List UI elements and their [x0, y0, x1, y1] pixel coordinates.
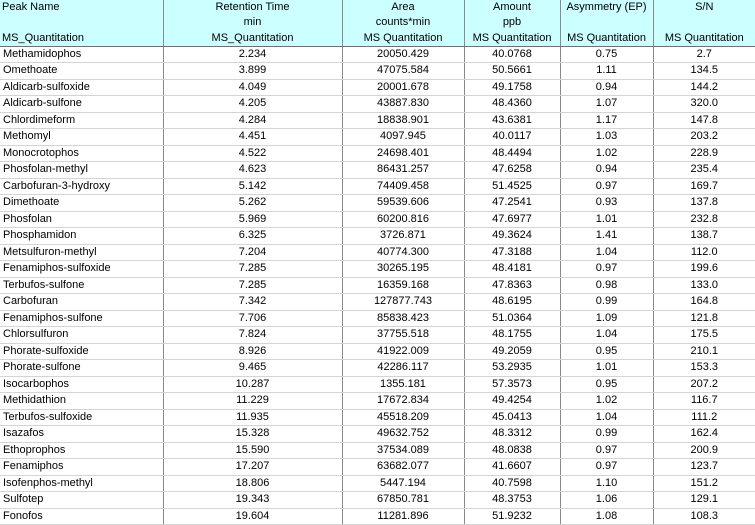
table-row[interactable] [0, 162, 755, 179]
cell-area[interactable]: 59539.606 [342, 195, 464, 212]
cell-asymmetry[interactable]: 1.09 [560, 310, 653, 327]
table-row[interactable] [0, 294, 755, 311]
cell-area[interactable]: 4097.945 [342, 129, 464, 146]
cell-peak-name[interactable]: Monocrotophos [0, 145, 163, 162]
cell-peak-name[interactable]: Phorate-sulfoxide [0, 343, 163, 360]
cell-retention-time[interactable]: 11.935 [163, 409, 342, 426]
cell-asymmetry[interactable]: 0.97 [560, 261, 653, 278]
cell-sn[interactable]: 129.1 [653, 492, 755, 509]
header-source-amount: MS Quantitation [464, 31, 560, 47]
cell-peak-name[interactable]: Phosphamidon [0, 228, 163, 245]
cell-peak-name[interactable]: Dimethoate [0, 195, 163, 212]
cell-asymmetry[interactable]: 1.01 [560, 360, 653, 377]
header-row-names [0, 0, 755, 15]
cell-retention-time[interactable]: 10.287 [163, 376, 342, 393]
cell-retention-time[interactable]: 19.343 [163, 492, 342, 509]
cell-peak-name[interactable]: Metsulfuron-methyl [0, 244, 163, 261]
header-unit-amount: ppb [464, 15, 560, 30]
cell-peak-name[interactable]: Carbofuran-3-hydroxy [0, 178, 163, 195]
table-row[interactable] [0, 343, 755, 360]
cell-asymmetry[interactable]: 0.97 [560, 442, 653, 459]
cell-retention-time[interactable]: 15.590 [163, 442, 342, 459]
cell-amount[interactable]: 43.6381 [464, 112, 560, 129]
cell-retention-time[interactable]: 5.262 [163, 195, 342, 212]
cell-retention-time[interactable]: 7.204 [163, 244, 342, 261]
cell-area[interactable]: 127877.743 [342, 294, 464, 311]
cell-amount[interactable]: 49.2059 [464, 343, 560, 360]
cell-retention-time[interactable]: 5.969 [163, 211, 342, 228]
cell-retention-time[interactable]: 15.328 [163, 426, 342, 443]
table-row[interactable] [0, 393, 755, 410]
cell-sn[interactable]: 320.0 [653, 96, 755, 113]
cell-peak-name[interactable]: Aldicarb-sulfone [0, 96, 163, 113]
cell-retention-time[interactable]: 7.285 [163, 261, 342, 278]
cell-sn[interactable]: 162.4 [653, 426, 755, 443]
cell-asymmetry[interactable]: 0.94 [560, 79, 653, 96]
cell-sn[interactable]: 133.0 [653, 277, 755, 294]
cell-asymmetry[interactable]: 0.97 [560, 178, 653, 195]
cell-amount[interactable]: 48.4494 [464, 145, 560, 162]
cell-area[interactable]: 67850.781 [342, 492, 464, 509]
cell-peak-name[interactable]: Chlorsulfuron [0, 327, 163, 344]
cell-peak-name[interactable]: Methidathion [0, 393, 163, 410]
header-unit-retention-time: min [163, 15, 342, 30]
cell-retention-time[interactable]: 4.522 [163, 145, 342, 162]
cell-asymmetry[interactable]: 0.97 [560, 459, 653, 476]
table-row[interactable] [0, 475, 755, 492]
cell-retention-time[interactable]: 4.284 [163, 112, 342, 129]
cell-asymmetry[interactable]: 0.98 [560, 277, 653, 294]
cell-area[interactable]: 43887.830 [342, 96, 464, 113]
table-row[interactable] [0, 327, 755, 344]
cell-sn[interactable]: 138.7 [653, 228, 755, 245]
cell-asymmetry[interactable]: 1.08 [560, 508, 653, 525]
cell-peak-name[interactable]: Terbufos-sulfone [0, 277, 163, 294]
cell-area[interactable]: 20050.429 [342, 46, 464, 63]
cell-area[interactable]: 37534.089 [342, 442, 464, 459]
cell-area[interactable]: 49632.752 [342, 426, 464, 443]
cell-amount[interactable]: 47.6977 [464, 211, 560, 228]
table-row[interactable] [0, 112, 755, 129]
cell-asymmetry[interactable]: 0.95 [560, 376, 653, 393]
cell-asymmetry[interactable]: 0.99 [560, 426, 653, 443]
table-row[interactable] [0, 145, 755, 162]
cell-peak-name[interactable]: Ethoprophos [0, 442, 163, 459]
cell-retention-time[interactable]: 18.806 [163, 475, 342, 492]
cell-retention-time[interactable]: 8.926 [163, 343, 342, 360]
cell-sn[interactable]: 203.2 [653, 129, 755, 146]
cell-asymmetry[interactable]: 0.94 [560, 162, 653, 179]
cell-asymmetry[interactable]: 1.04 [560, 409, 653, 426]
cell-retention-time[interactable]: 19.604 [163, 508, 342, 525]
cell-peak-name[interactable]: Carbofuran [0, 294, 163, 311]
cell-peak-name[interactable]: Methomyl [0, 129, 163, 146]
cell-area[interactable]: 63682.077 [342, 459, 464, 476]
table-row[interactable] [0, 261, 755, 278]
table-row[interactable] [0, 310, 755, 327]
cell-area[interactable]: 24698.401 [342, 145, 464, 162]
cell-sn[interactable]: 153.3 [653, 360, 755, 377]
cell-area[interactable]: 74409.458 [342, 178, 464, 195]
cell-sn[interactable]: 111.2 [653, 409, 755, 426]
header-amount[interactable]: Amount [464, 0, 560, 15]
table-row[interactable] [0, 228, 755, 245]
cell-asymmetry[interactable]: 1.04 [560, 244, 653, 261]
cell-peak-name[interactable]: Isocarbophos [0, 376, 163, 393]
cell-amount[interactable]: 41.6607 [464, 459, 560, 476]
cell-peak-name[interactable]: Phorate-sulfone [0, 360, 163, 377]
cell-retention-time[interactable]: 6.325 [163, 228, 342, 245]
table-row[interactable] [0, 178, 755, 195]
cell-peak-name[interactable]: Isofenphos-methyl [0, 475, 163, 492]
cell-sn[interactable]: 123.7 [653, 459, 755, 476]
table-row[interactable] [0, 195, 755, 212]
cell-asymmetry[interactable]: 1.04 [560, 327, 653, 344]
table-header [0, 0, 755, 46]
cell-sn[interactable]: 121.8 [653, 310, 755, 327]
table-row[interactable] [0, 426, 755, 443]
cell-retention-time[interactable]: 7.285 [163, 277, 342, 294]
table-row[interactable] [0, 442, 755, 459]
cell-peak-name[interactable]: Phosfolan [0, 211, 163, 228]
table-row[interactable] [0, 63, 755, 80]
cell-retention-time[interactable]: 4.451 [163, 129, 342, 146]
cell-area[interactable]: 18838.901 [342, 112, 464, 129]
cell-amount[interactable]: 50.5661 [464, 63, 560, 80]
cell-asymmetry[interactable]: 1.10 [560, 475, 653, 492]
cell-retention-time[interactable]: 7.706 [163, 310, 342, 327]
cell-asymmetry[interactable]: 1.03 [560, 129, 653, 146]
cell-area[interactable]: 17672.834 [342, 393, 464, 410]
cell-amount[interactable]: 51.9232 [464, 508, 560, 525]
header-source-asymmetry: MS Quantitation [560, 31, 653, 47]
cell-peak-name[interactable]: Fenamiphos-sulfone [0, 310, 163, 327]
cell-retention-time[interactable]: 4.205 [163, 96, 342, 113]
cell-amount[interactable]: 49.3624 [464, 228, 560, 245]
cell-area[interactable]: 30265.195 [342, 261, 464, 278]
cell-sn[interactable]: 108.3 [653, 508, 755, 525]
cell-amount[interactable]: 48.3753 [464, 492, 560, 509]
header-unit-peak-name [0, 15, 163, 30]
cell-sn[interactable]: 200.9 [653, 442, 755, 459]
cell-area[interactable]: 11281.896 [342, 508, 464, 525]
cell-amount[interactable]: 49.4254 [464, 393, 560, 410]
table-row[interactable] [0, 96, 755, 113]
cell-peak-name[interactable]: Isazafos [0, 426, 163, 443]
table-row[interactable] [0, 492, 755, 509]
cell-amount[interactable]: 40.7598 [464, 475, 560, 492]
cell-sn[interactable]: 2.7 [653, 46, 755, 63]
header-asymmetry[interactable]: Asymmetry (EP) [560, 0, 653, 15]
cell-area[interactable]: 20001.678 [342, 79, 464, 96]
header-row-source [0, 31, 755, 47]
cell-amount[interactable]: 57.3573 [464, 376, 560, 393]
table-row[interactable] [0, 508, 755, 525]
cell-sn[interactable]: 147.8 [653, 112, 755, 129]
cell-amount[interactable]: 48.0838 [464, 442, 560, 459]
cell-peak-name[interactable]: Methamidophos [0, 46, 163, 63]
cell-retention-time[interactable]: 11.229 [163, 393, 342, 410]
header-retention-time[interactable]: Retention Time [163, 0, 342, 15]
cell-amount[interactable]: 40.0117 [464, 129, 560, 146]
cell-amount[interactable]: 48.4360 [464, 96, 560, 113]
cell-asymmetry[interactable]: 0.93 [560, 195, 653, 212]
cell-retention-time[interactable]: 5.142 [163, 178, 342, 195]
cell-sn[interactable]: 207.2 [653, 376, 755, 393]
cell-retention-time[interactable]: 17.207 [163, 459, 342, 476]
cell-asymmetry[interactable]: 1.06 [560, 492, 653, 509]
cell-sn[interactable]: 116.7 [653, 393, 755, 410]
cell-retention-time[interactable]: 4.623 [163, 162, 342, 179]
cell-area[interactable]: 41922.009 [342, 343, 464, 360]
cell-area[interactable]: 3726.871 [342, 228, 464, 245]
header-peak-name[interactable]: Peak Name [0, 0, 163, 15]
cell-area[interactable]: 45518.209 [342, 409, 464, 426]
cell-amount[interactable]: 47.3188 [464, 244, 560, 261]
cell-amount[interactable]: 47.2541 [464, 195, 560, 212]
table-row[interactable] [0, 459, 755, 476]
cell-peak-name[interactable]: Sulfotep [0, 492, 163, 509]
table-row[interactable] [0, 211, 755, 228]
header-source-area: MS Quantitation [342, 31, 464, 47]
cell-asymmetry[interactable]: 1.02 [560, 145, 653, 162]
cell-peak-name[interactable]: Fenamiphos [0, 459, 163, 476]
cell-sn[interactable]: 228.9 [653, 145, 755, 162]
table-row[interactable] [0, 129, 755, 146]
cell-retention-time[interactable]: 2.234 [163, 46, 342, 63]
cell-amount[interactable]: 48.4181 [464, 261, 560, 278]
cell-asymmetry[interactable]: 1.11 [560, 63, 653, 80]
cell-retention-time[interactable]: 7.824 [163, 327, 342, 344]
header-source-sn: MS Quantitation [653, 31, 755, 47]
header-row-units [0, 15, 755, 30]
cell-peak-name[interactable]: Phosfolan-methyl [0, 162, 163, 179]
cell-asymmetry[interactable]: 1.02 [560, 393, 653, 410]
cell-sn[interactable]: 232.8 [653, 211, 755, 228]
cell-amount[interactable]: 47.8363 [464, 277, 560, 294]
cell-asymmetry[interactable]: 0.95 [560, 343, 653, 360]
cell-sn[interactable]: 112.0 [653, 244, 755, 261]
cell-area[interactable]: 40774.300 [342, 244, 464, 261]
cell-area[interactable]: 86431.257 [342, 162, 464, 179]
cell-peak-name[interactable]: Terbufos-sulfoxide [0, 409, 163, 426]
cell-asymmetry[interactable]: 1.01 [560, 211, 653, 228]
cell-amount[interactable]: 45.0413 [464, 409, 560, 426]
cell-retention-time[interactable]: 3.899 [163, 63, 342, 80]
header-unit-sn [653, 15, 755, 30]
cell-amount[interactable]: 40.0768 [464, 46, 560, 63]
table-row[interactable] [0, 376, 755, 393]
cell-area[interactable]: 1355.181 [342, 376, 464, 393]
cell-area[interactable]: 37755.518 [342, 327, 464, 344]
cell-area[interactable]: 47075.584 [342, 63, 464, 80]
cell-sn[interactable]: 169.7 [653, 178, 755, 195]
cell-area[interactable]: 85838.423 [342, 310, 464, 327]
cell-area[interactable]: 16359.168 [342, 277, 464, 294]
cell-amount[interactable]: 48.1755 [464, 327, 560, 344]
header-source-retention-time: MS_Quantitation [163, 31, 342, 47]
cell-retention-time[interactable]: 7.342 [163, 294, 342, 311]
cell-retention-time[interactable]: 9.465 [163, 360, 342, 377]
cell-sn[interactable]: 175.5 [653, 327, 755, 344]
header-unit-asymmetry [560, 15, 653, 30]
cell-sn[interactable]: 210.1 [653, 343, 755, 360]
cell-sn[interactable]: 134.5 [653, 63, 755, 80]
header-sn[interactable]: S/N [653, 0, 755, 15]
cell-amount[interactable]: 49.1758 [464, 79, 560, 96]
cell-peak-name[interactable]: Omethoate [0, 63, 163, 80]
cell-asymmetry[interactable]: 0.99 [560, 294, 653, 311]
cell-peak-name[interactable]: Fonofos [0, 508, 163, 525]
cell-sn[interactable]: 164.8 [653, 294, 755, 311]
cell-peak-name[interactable]: Chlordimeform [0, 112, 163, 129]
cell-area[interactable]: 60200.816 [342, 211, 464, 228]
cell-asymmetry[interactable]: 1.41 [560, 228, 653, 245]
cell-amount[interactable]: 48.3312 [464, 426, 560, 443]
table-row[interactable] [0, 46, 755, 63]
cell-amount[interactable]: 47.6258 [464, 162, 560, 179]
cell-asymmetry[interactable]: 1.17 [560, 112, 653, 129]
cell-sn[interactable]: 235.4 [653, 162, 755, 179]
table-body [0, 46, 755, 525]
cell-amount[interactable]: 51.4525 [464, 178, 560, 195]
cell-amount[interactable]: 53.2935 [464, 360, 560, 377]
table-row[interactable] [0, 244, 755, 261]
header-area[interactable]: Area [342, 0, 464, 15]
cell-area[interactable]: 42286.117 [342, 360, 464, 377]
cell-peak-name[interactable]: Aldicarb-sulfoxide [0, 79, 163, 96]
cell-peak-name[interactable]: Fenamiphos-sulfoxide [0, 261, 163, 278]
header-source-peak-name: MS_Quantitation [0, 31, 163, 47]
cell-area[interactable]: 5447.194 [342, 475, 464, 492]
table-row[interactable] [0, 79, 755, 96]
table-row[interactable] [0, 360, 755, 377]
cell-amount[interactable]: 51.0364 [464, 310, 560, 327]
cell-amount[interactable]: 48.6195 [464, 294, 560, 311]
table-row[interactable] [0, 409, 755, 426]
cell-asymmetry[interactable]: 1.07 [560, 96, 653, 113]
table-row[interactable] [0, 277, 755, 294]
header-unit-area: counts*min [342, 15, 464, 30]
cell-sn[interactable]: 144.2 [653, 79, 755, 96]
cell-sn[interactable]: 137.8 [653, 195, 755, 212]
cell-retention-time[interactable]: 4.049 [163, 79, 342, 96]
cell-asymmetry[interactable]: 0.75 [560, 46, 653, 63]
cell-sn[interactable]: 151.2 [653, 475, 755, 492]
cell-sn[interactable]: 199.6 [653, 261, 755, 278]
